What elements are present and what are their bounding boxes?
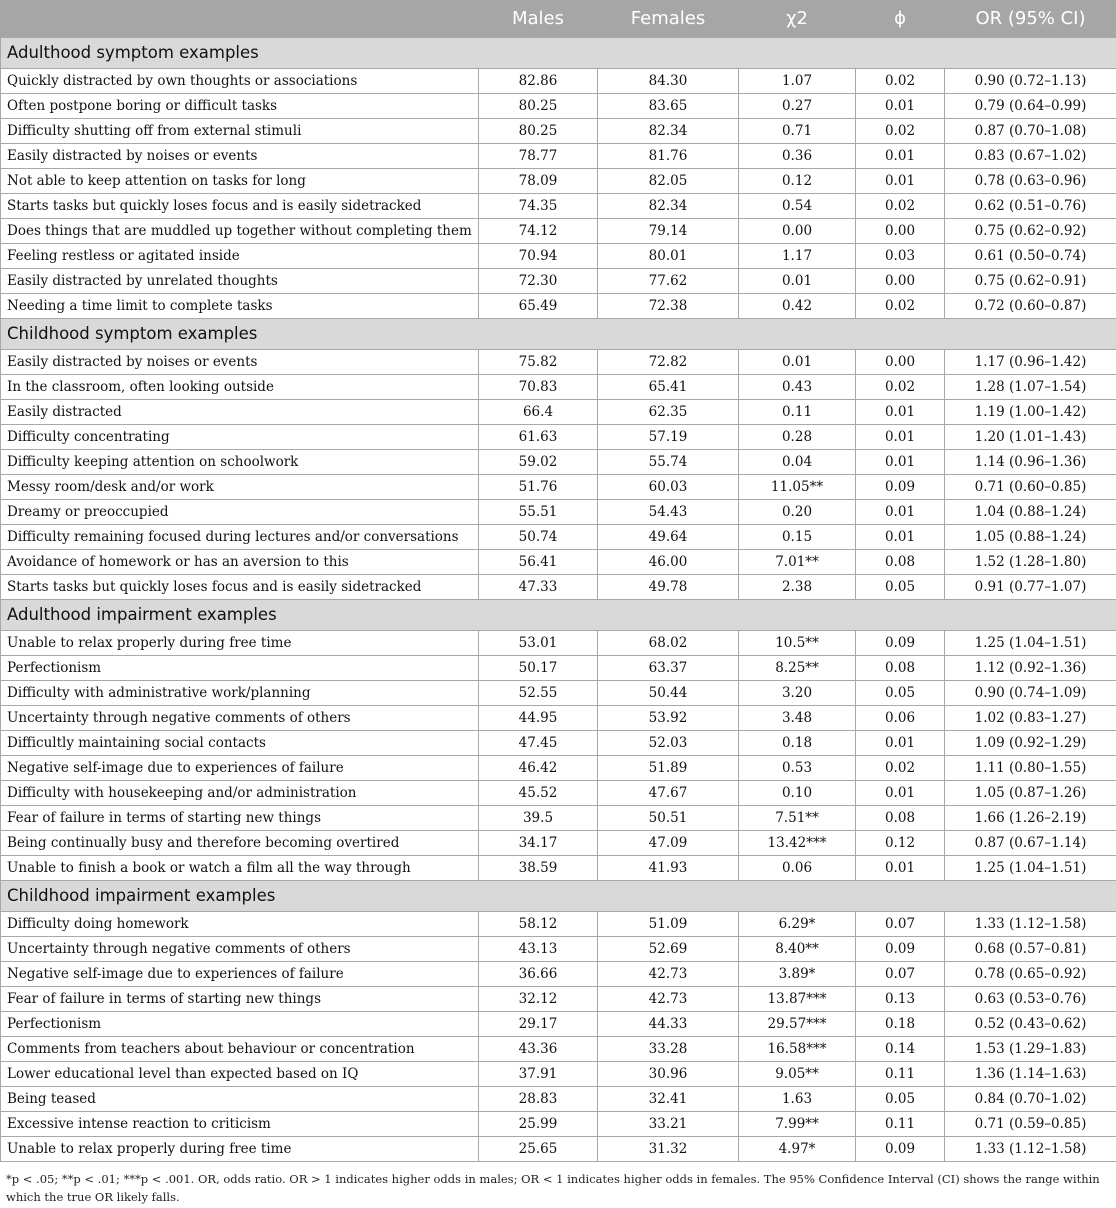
males-value: 25.65: [479, 1137, 598, 1162]
phi-value: 0.14: [856, 1037, 945, 1062]
males-value: 52.55: [479, 681, 598, 706]
chi-square-value: 2.38: [739, 575, 856, 600]
table-row: [1, 94, 1116, 119]
chi-square-value: 10.5**: [739, 631, 856, 656]
table-row: [1, 731, 1116, 756]
row-label: Starts tasks but quickly loses focus and is easily sidetracked: [1, 575, 479, 600]
table-footnote: *p < .05; **p < .01; ***p < .001. OR, odds ratio. OR > 1 indicates higher odds in males; OR < 1 indicates higher odds in females. The 95% Confidence Interval (CI) shows the range within which the true OR likely falls.: [6, 1172, 1100, 1204]
males-value: 75.82: [479, 350, 598, 375]
chi-square-value: 0.01: [739, 350, 856, 375]
phi-value: 0.02: [856, 375, 945, 400]
males-value: 45.52: [479, 781, 598, 806]
table-row: [1, 194, 1116, 219]
table-row: [1, 1062, 1116, 1087]
row-label: Not able to keep attention on tasks for long: [1, 169, 479, 194]
odds-ratio-value: 1.66 (1.26–2.19): [945, 806, 1116, 831]
males-value: 70.83: [479, 375, 598, 400]
odds-ratio-value: 0.87 (0.67–1.14): [945, 831, 1116, 856]
table-row: [1, 575, 1116, 600]
males-value: 47.33: [479, 575, 598, 600]
males-value: 74.35: [479, 194, 598, 219]
females-value: 68.02: [598, 631, 739, 656]
row-label: Uncertainty through negative comments of others: [1, 706, 479, 731]
phi-value: 0.09: [856, 631, 945, 656]
row-label: Perfectionism: [1, 1012, 479, 1037]
table-row: [1, 375, 1116, 400]
section-title: Adulthood symptom examples: [1, 38, 1116, 69]
chi-square-value: 29.57***: [739, 1012, 856, 1037]
row-label: Lower educational level than expected based on IQ: [1, 1062, 479, 1087]
males-value: 28.83: [479, 1087, 598, 1112]
males-value: 58.12: [479, 912, 598, 937]
phi-value: 0.09: [856, 937, 945, 962]
row-label: Difficulty remaining focused during lectures and/or conversations: [1, 525, 479, 550]
females-value: 47.09: [598, 831, 739, 856]
males-value: 51.76: [479, 475, 598, 500]
table-row: [1, 294, 1116, 319]
phi-value: 0.06: [856, 706, 945, 731]
table-row: [1, 706, 1116, 731]
chi-square-value: 0.06: [739, 856, 856, 881]
odds-ratio-value: 0.90 (0.72–1.13): [945, 69, 1116, 94]
chi-square-value: 0.28: [739, 425, 856, 450]
chi-square-value: 0.00: [739, 219, 856, 244]
odds-ratio-value: 1.05 (0.88–1.24): [945, 525, 1116, 550]
odds-ratio-value: 0.83 (0.67–1.02): [945, 144, 1116, 169]
row-label: Being continually busy and therefore becoming overtired: [1, 831, 479, 856]
chi-square-value: 8.25**: [739, 656, 856, 681]
row-label: Easily distracted by unrelated thoughts: [1, 269, 479, 294]
odds-ratio-value: 0.79 (0.64–0.99): [945, 94, 1116, 119]
odds-ratio-value: 0.90 (0.74–1.09): [945, 681, 1116, 706]
males-value: 39.5: [479, 806, 598, 831]
females-value: 31.32: [598, 1137, 739, 1162]
phi-value: 0.08: [856, 550, 945, 575]
table-row: [1, 1037, 1116, 1062]
females-value: 72.82: [598, 350, 739, 375]
chi-square-value: 11.05**: [739, 475, 856, 500]
females-value: 55.74: [598, 450, 739, 475]
row-label: Easily distracted by noises or events: [1, 144, 479, 169]
phi-value: 0.08: [856, 656, 945, 681]
row-label: Quickly distracted by own thoughts or associations: [1, 69, 479, 94]
table-row: [1, 1087, 1116, 1112]
phi-value: 0.01: [856, 144, 945, 169]
table-row: [1, 169, 1116, 194]
phi-value: 0.13: [856, 987, 945, 1012]
section-header-row: [1, 38, 1116, 69]
table-row: [1, 781, 1116, 806]
chi-square-value: 4.97*: [739, 1137, 856, 1162]
females-value: 47.67: [598, 781, 739, 806]
odds-ratio-value: 1.14 (0.96–1.36): [945, 450, 1116, 475]
odds-ratio-value: 0.68 (0.57–0.81): [945, 937, 1116, 962]
chi-square-value: 0.36: [739, 144, 856, 169]
females-value: 30.96: [598, 1062, 739, 1087]
odds-ratio-value: 1.02 (0.83–1.27): [945, 706, 1116, 731]
table-row: [1, 144, 1116, 169]
phi-value: 0.05: [856, 681, 945, 706]
phi-value: 0.01: [856, 400, 945, 425]
phi-value: 0.09: [856, 1137, 945, 1162]
males-value: 66.4: [479, 400, 598, 425]
odds-ratio-value: 1.33 (1.12–1.58): [945, 912, 1116, 937]
males-value: 29.17: [479, 1012, 598, 1037]
chi-square-value: 1.17: [739, 244, 856, 269]
header-cell-odds-ratio: OR (95% CI): [945, 1, 1116, 38]
row-label: Avoidance of homework or has an aversion to this: [1, 550, 479, 575]
header-cell-females: Females: [598, 1, 739, 38]
females-value: 33.28: [598, 1037, 739, 1062]
chi-square-value: 0.20: [739, 500, 856, 525]
females-value: 51.09: [598, 912, 739, 937]
phi-value: 0.01: [856, 169, 945, 194]
table-row: [1, 269, 1116, 294]
row-label: Feeling restless or agitated inside: [1, 244, 479, 269]
row-label: Unable to relax properly during free time: [1, 631, 479, 656]
odds-ratio-value: 0.84 (0.70–1.02): [945, 1087, 1116, 1112]
odds-ratio-value: 1.25 (1.04–1.51): [945, 631, 1116, 656]
males-value: 43.36: [479, 1037, 598, 1062]
chi-square-value: 0.15: [739, 525, 856, 550]
males-value: 61.63: [479, 425, 598, 450]
phi-value: 0.02: [856, 756, 945, 781]
row-label: Easily distracted by noises or events: [1, 350, 479, 375]
males-value: 50.74: [479, 525, 598, 550]
table-row: [1, 831, 1116, 856]
chi-square-value: 0.11: [739, 400, 856, 425]
females-value: 79.14: [598, 219, 739, 244]
table-row: [1, 1112, 1116, 1137]
row-label: Comments from teachers about behaviour or concentration: [1, 1037, 479, 1062]
odds-ratio-value: 0.52 (0.43–0.62): [945, 1012, 1116, 1037]
row-label: Uncertainty through negative comments of others: [1, 937, 479, 962]
table-row: [1, 681, 1116, 706]
chi-square-value: 3.20: [739, 681, 856, 706]
row-label: Difficulty with administrative work/planning: [1, 681, 479, 706]
table-row: [1, 400, 1116, 425]
phi-value: 0.02: [856, 119, 945, 144]
row-label: Needing a time limit to complete tasks: [1, 294, 479, 319]
females-value: 80.01: [598, 244, 739, 269]
table-row: [1, 987, 1116, 1012]
table-row: [1, 525, 1116, 550]
chi-square-value: 0.04: [739, 450, 856, 475]
females-value: 84.30: [598, 69, 739, 94]
phi-value: 0.01: [856, 94, 945, 119]
row-label: Messy room/desk and/or work: [1, 475, 479, 500]
chi-square-value: 13.87***: [739, 987, 856, 1012]
females-value: 49.78: [598, 575, 739, 600]
odds-ratio-value: 1.33 (1.12–1.58): [945, 1137, 1116, 1162]
females-value: 83.65: [598, 94, 739, 119]
odds-ratio-value: 1.52 (1.28–1.80): [945, 550, 1116, 575]
males-value: 72.30: [479, 269, 598, 294]
phi-value: 0.03: [856, 244, 945, 269]
odds-ratio-value: 0.72 (0.60–0.87): [945, 294, 1116, 319]
phi-value: 0.09: [856, 475, 945, 500]
row-label: Difficulty with housekeeping and/or administration: [1, 781, 479, 806]
males-value: 32.12: [479, 987, 598, 1012]
phi-value: 0.01: [856, 425, 945, 450]
odds-ratio-value: 1.05 (0.87–1.26): [945, 781, 1116, 806]
females-value: 77.62: [598, 269, 739, 294]
females-value: 81.76: [598, 144, 739, 169]
phi-value: 0.01: [856, 525, 945, 550]
chi-square-value: 0.54: [739, 194, 856, 219]
odds-ratio-value: 1.11 (0.80–1.55): [945, 756, 1116, 781]
chi-square-value: 1.63: [739, 1087, 856, 1112]
chi-square-value: 0.01: [739, 269, 856, 294]
females-value: 54.43: [598, 500, 739, 525]
row-label: Being teased: [1, 1087, 479, 1112]
row-label: Starts tasks but quickly loses focus and is easily sidetracked: [1, 194, 479, 219]
odds-ratio-value: 0.71 (0.60–0.85): [945, 475, 1116, 500]
chi-square-value: 0.18: [739, 731, 856, 756]
row-label: Difficulty concentrating: [1, 425, 479, 450]
females-value: 65.41: [598, 375, 739, 400]
odds-ratio-value: 0.78 (0.63–0.96): [945, 169, 1116, 194]
females-value: 63.37: [598, 656, 739, 681]
row-label: In the classroom, often looking outside: [1, 375, 479, 400]
section-header-row: [1, 600, 1116, 631]
females-value: 44.33: [598, 1012, 739, 1037]
row-label: Easily distracted: [1, 400, 479, 425]
males-value: 56.41: [479, 550, 598, 575]
odds-ratio-value: 1.19 (1.00–1.42): [945, 400, 1116, 425]
odds-ratio-value: 1.53 (1.29–1.83): [945, 1037, 1116, 1062]
females-value: 53.92: [598, 706, 739, 731]
males-value: 36.66: [479, 962, 598, 987]
chi-square-value: 3.48: [739, 706, 856, 731]
females-value: 42.73: [598, 962, 739, 987]
phi-value: 0.05: [856, 1087, 945, 1112]
females-value: 82.05: [598, 169, 739, 194]
row-label: Often postpone boring or difficult tasks: [1, 94, 479, 119]
table-row: [1, 450, 1116, 475]
row-label: Difficulty shutting off from external stimuli: [1, 119, 479, 144]
males-value: 78.09: [479, 169, 598, 194]
males-value: 50.17: [479, 656, 598, 681]
males-value: 34.17: [479, 831, 598, 856]
phi-value: 0.07: [856, 962, 945, 987]
phi-value: 0.12: [856, 831, 945, 856]
males-value: 65.49: [479, 294, 598, 319]
phi-value: 0.00: [856, 269, 945, 294]
chi-square-value: 0.71: [739, 119, 856, 144]
row-label: Negative self-image due to experiences of failure: [1, 962, 479, 987]
table-header: [1, 1, 1116, 38]
header-cell-label: [1, 1, 479, 38]
phi-value: 0.01: [856, 781, 945, 806]
females-value: 72.38: [598, 294, 739, 319]
odds-ratio-value: 0.78 (0.65–0.92): [945, 962, 1116, 987]
females-value: 50.44: [598, 681, 739, 706]
males-value: 78.77: [479, 144, 598, 169]
row-label: Fear of failure in terms of starting new things: [1, 987, 479, 1012]
table-row: [1, 1137, 1116, 1162]
header-row: [1, 1, 1116, 38]
section-title: Adulthood impairment examples: [1, 600, 1116, 631]
chi-square-value: 16.58***: [739, 1037, 856, 1062]
males-value: 38.59: [479, 856, 598, 881]
header-cell-phi: ϕ: [856, 1, 945, 38]
females-value: 50.51: [598, 806, 739, 831]
phi-value: 0.07: [856, 912, 945, 937]
table-row: [1, 937, 1116, 962]
females-value: 49.64: [598, 525, 739, 550]
table-row: [1, 425, 1116, 450]
chi-square-value: 0.10: [739, 781, 856, 806]
section-title: Childhood impairment examples: [1, 881, 1116, 912]
females-value: 82.34: [598, 119, 739, 144]
females-value: 51.89: [598, 756, 739, 781]
chi-square-value: 6.29*: [739, 912, 856, 937]
phi-value: 0.01: [856, 500, 945, 525]
females-value: 62.35: [598, 400, 739, 425]
chi-square-value: 0.42: [739, 294, 856, 319]
row-label: Difficulty doing homework: [1, 912, 479, 937]
females-value: 42.73: [598, 987, 739, 1012]
table-row: [1, 219, 1116, 244]
table-row: [1, 244, 1116, 269]
odds-ratio-value: 0.71 (0.59–0.85): [945, 1112, 1116, 1137]
females-value: 46.00: [598, 550, 739, 575]
odds-ratio-value: 0.91 (0.77–1.07): [945, 575, 1116, 600]
table-body: [1, 38, 1116, 1162]
table-row: [1, 350, 1116, 375]
section-header-row: [1, 319, 1116, 350]
odds-ratio-value: 0.75 (0.62–0.92): [945, 219, 1116, 244]
phi-value: 0.11: [856, 1112, 945, 1137]
phi-value: 0.00: [856, 350, 945, 375]
odds-ratio-value: 1.12 (0.92–1.36): [945, 656, 1116, 681]
table-row: [1, 500, 1116, 525]
odds-ratio-value: 0.63 (0.53–0.76): [945, 987, 1116, 1012]
odds-ratio-value: 0.87 (0.70–1.08): [945, 119, 1116, 144]
header-cell-males: Males: [479, 1, 598, 38]
table-row: [1, 962, 1116, 987]
males-value: 46.42: [479, 756, 598, 781]
males-value: 37.91: [479, 1062, 598, 1087]
odds-ratio-value: 1.28 (1.07–1.54): [945, 375, 1116, 400]
males-value: 59.02: [479, 450, 598, 475]
chi-square-value: 7.51**: [739, 806, 856, 831]
row-label: Excessive intense reaction to criticism: [1, 1112, 479, 1137]
females-value: 60.03: [598, 475, 739, 500]
odds-ratio-value: 0.61 (0.50–0.74): [945, 244, 1116, 269]
chi-square-value: 7.01**: [739, 550, 856, 575]
section-header-row: [1, 881, 1116, 912]
chi-square-value: 9.05**: [739, 1062, 856, 1087]
row-label: Difficulty keeping attention on schoolwork: [1, 450, 479, 475]
chi-square-value: 1.07: [739, 69, 856, 94]
table-row: [1, 475, 1116, 500]
header-cell-chi-square: χ2: [739, 1, 856, 38]
table-row: [1, 550, 1116, 575]
males-value: 25.99: [479, 1112, 598, 1137]
table-row: [1, 1012, 1116, 1037]
males-value: 43.13: [479, 937, 598, 962]
table-row: [1, 806, 1116, 831]
row-label: Dreamy or preoccupied: [1, 500, 479, 525]
males-value: 70.94: [479, 244, 598, 269]
females-value: 32.41: [598, 1087, 739, 1112]
males-value: 53.01: [479, 631, 598, 656]
males-value: 55.51: [479, 500, 598, 525]
phi-value: 0.02: [856, 194, 945, 219]
females-value: 33.21: [598, 1112, 739, 1137]
odds-ratio-value: 0.75 (0.62–0.91): [945, 269, 1116, 294]
odds-ratio-value: 1.17 (0.96–1.42): [945, 350, 1116, 375]
phi-value: 0.02: [856, 69, 945, 94]
table-row: [1, 631, 1116, 656]
males-value: 47.45: [479, 731, 598, 756]
odds-ratio-value: 1.04 (0.88–1.24): [945, 500, 1116, 525]
odds-ratio-value: 1.25 (1.04–1.51): [945, 856, 1116, 881]
phi-value: 0.08: [856, 806, 945, 831]
section-title: Childhood symptom examples: [1, 319, 1116, 350]
row-label: Perfectionism: [1, 656, 479, 681]
phi-value: 0.01: [856, 856, 945, 881]
row-label: Fear of failure in terms of starting new things: [1, 806, 479, 831]
males-value: 80.25: [479, 94, 598, 119]
table-row: [1, 756, 1116, 781]
phi-value: 0.02: [856, 294, 945, 319]
table-row: [1, 856, 1116, 881]
odds-ratio-value: 0.62 (0.51–0.76): [945, 194, 1116, 219]
table-row: [1, 69, 1116, 94]
females-value: 52.69: [598, 937, 739, 962]
females-value: 52.03: [598, 731, 739, 756]
table-row: [1, 912, 1116, 937]
phi-value: 0.01: [856, 731, 945, 756]
chi-square-value: 8.40**: [739, 937, 856, 962]
phi-value: 0.00: [856, 219, 945, 244]
chi-square-value: 7.99**: [739, 1112, 856, 1137]
males-value: 80.25: [479, 119, 598, 144]
chi-square-value: 3.89*: [739, 962, 856, 987]
row-label: Negative self-image due to experiences of failure: [1, 756, 479, 781]
females-value: 57.19: [598, 425, 739, 450]
chi-square-value: 0.53: [739, 756, 856, 781]
odds-ratio-value: 1.09 (0.92–1.29): [945, 731, 1116, 756]
odds-ratio-value: 1.36 (1.14–1.63): [945, 1062, 1116, 1087]
chi-square-value: 0.43: [739, 375, 856, 400]
chi-square-value: 0.12: [739, 169, 856, 194]
females-value: 41.93: [598, 856, 739, 881]
row-label: Unable to finish a book or watch a film all the way through: [1, 856, 479, 881]
table-row: [1, 656, 1116, 681]
phi-value: 0.11: [856, 1062, 945, 1087]
males-value: 44.95: [479, 706, 598, 731]
chi-square-value: 0.27: [739, 94, 856, 119]
phi-value: 0.18: [856, 1012, 945, 1037]
row-label: Does things that are muddled up together without completing them: [1, 219, 479, 244]
odds-ratio-value: 1.20 (1.01–1.43): [945, 425, 1116, 450]
chi-square-value: 13.42***: [739, 831, 856, 856]
phi-value: 0.01: [856, 450, 945, 475]
row-label: Difficultly maintaining social contacts: [1, 731, 479, 756]
phi-value: 0.05: [856, 575, 945, 600]
females-value: 82.34: [598, 194, 739, 219]
row-label: Unable to relax properly during free time: [1, 1137, 479, 1162]
males-value: 74.12: [479, 219, 598, 244]
table-row: [1, 119, 1116, 144]
males-value: 82.86: [479, 69, 598, 94]
